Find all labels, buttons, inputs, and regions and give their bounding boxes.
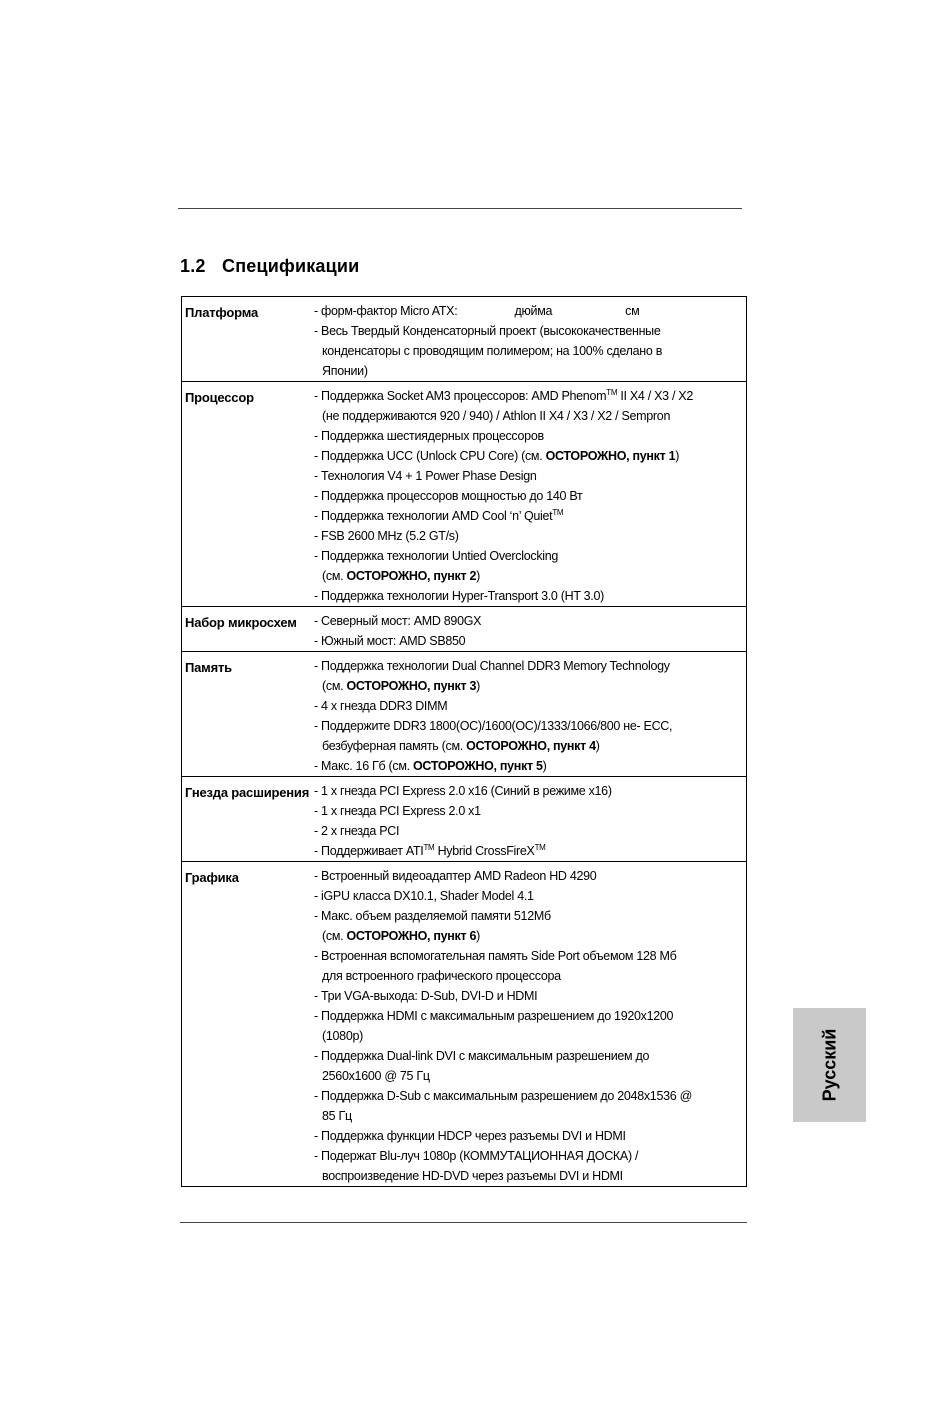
spec-text: - Поддержка HDMI с максимальным разрешением до 1920x1200	[314, 1009, 674, 1023]
spec-line	[314, 611, 740, 631]
spec-row	[182, 861, 746, 1186]
spec-line	[314, 1146, 740, 1166]
spec-text: - Весь Твердый Конденсаторный проект (высококачественные	[314, 324, 661, 338]
spec-text-tail: )	[476, 569, 480, 583]
spec-line	[314, 486, 740, 506]
spec-line	[314, 821, 740, 841]
spec-line	[314, 1166, 740, 1186]
spec-text: безбуферная память (см.	[322, 739, 467, 753]
spec-text-tail: )	[675, 449, 680, 463]
caution-reference: ОСТОРОЖНО, пункт 2	[346, 569, 477, 583]
spec-label: Память	[185, 660, 232, 675]
spec-line	[314, 386, 740, 406]
spec-line	[314, 321, 740, 341]
spec-line	[314, 546, 740, 566]
spec-text: - Поддержка технологии Untied Overclocking	[314, 549, 559, 563]
spec-line	[314, 736, 740, 756]
spec-text: - 2 x гнезда PCI	[314, 824, 400, 838]
trademark-mark: TM	[606, 387, 618, 397]
spec-line	[314, 986, 740, 1006]
spec-text-tail: )	[476, 679, 480, 693]
spec-line	[314, 341, 740, 361]
spec-line	[314, 446, 740, 466]
spec-line	[314, 586, 740, 606]
spec-row	[182, 606, 746, 651]
caution-reference: ОСТОРОЖНО, пункт 3	[346, 679, 477, 693]
spec-line	[314, 406, 740, 426]
spec-values	[314, 607, 746, 651]
spec-text: - iGPU класса DX10.1, Shader Model 4.1	[314, 889, 534, 903]
spec-row	[182, 776, 746, 861]
spec-line	[314, 926, 740, 946]
spec-line	[314, 566, 740, 586]
spec-text: - 1 x гнезда PCI Express 2.0 x16 (Синий в режиме x16)	[314, 784, 612, 798]
spec-line	[314, 696, 740, 716]
spec-text-tail: )	[476, 929, 480, 943]
spec-text: (см.	[322, 929, 347, 943]
caution-reference: ОСТОРОЖНО, пункт 1	[545, 449, 676, 463]
trademark-mark: TM	[423, 842, 435, 852]
spec-text: - Южный мост: AMD SB850	[314, 634, 466, 648]
spec-text: (см.	[322, 569, 347, 583]
spec-text: воспроизведение HD-DVD через разъемы DVI и HDMI	[322, 1169, 623, 1183]
spec-line	[314, 781, 740, 801]
spec-text-tail: )	[595, 739, 600, 753]
spec-line	[314, 1126, 740, 1146]
spec-line	[314, 801, 740, 821]
spec-row	[182, 381, 746, 606]
spec-label: Процессор	[185, 390, 254, 405]
spec-text: - Поддержка технологии AMD Cool ‘n’ Quiet	[314, 509, 553, 523]
spec-text: - Подержат Blu-луч 1080p (КОММУТАЦИОННАЯ ДОСКА) /	[314, 1149, 639, 1163]
spec-values	[314, 297, 746, 381]
spec-label: Гнезда расширения	[185, 785, 310, 800]
spec-line	[314, 866, 740, 886]
spec-line	[314, 506, 740, 526]
spec-text: - Макс. 16 Гб (см.	[314, 759, 413, 773]
spec-text: - Поддержка D-Sub с максимальным разрешением до 2048x1536 @	[314, 1089, 692, 1103]
section-title: Спецификации	[222, 256, 360, 276]
spec-text: (не поддерживаются 920 / 940) / Athlon II X4 / X3 / X2 / Sempron	[322, 409, 671, 423]
spec-text: (см.	[322, 679, 347, 693]
spec-line	[314, 301, 740, 321]
spec-values	[314, 382, 746, 606]
section-heading	[180, 256, 359, 277]
spec-line	[314, 1086, 740, 1106]
spec-line	[314, 966, 740, 986]
spec-line	[314, 716, 740, 736]
spec-text: для встроенного графического процессора	[322, 969, 561, 983]
language-tab	[793, 1008, 866, 1122]
spec-text: конденсаторы с проводящим полимером; на 100% сделано в	[322, 344, 663, 358]
spec-line	[314, 361, 740, 381]
spec-text: - Три VGA-выхода: D-Sub, DVI-D и HDMI	[314, 989, 538, 1003]
caution-reference: ОСТОРОЖНО, пункт 4	[466, 739, 596, 753]
spec-text: - Поддержка UCC (Unlock CPU Core) (см.	[314, 449, 546, 463]
language-tab-label: Русский	[819, 1028, 839, 1102]
spec-line	[314, 1026, 740, 1046]
section-number: 1.2	[180, 256, 206, 276]
spec-row	[182, 651, 746, 776]
spec-line	[314, 886, 740, 906]
spec-values	[314, 862, 746, 1186]
spec-text: (1080p)	[322, 1029, 363, 1043]
spec-values	[314, 652, 746, 776]
spec-label: Набор микросхем	[185, 615, 297, 630]
caution-reference: ОСТОРОЖНО, пункт 6	[346, 929, 477, 943]
spec-text: - Поддержка технологии Dual Channel DDR3 Memory Technology	[314, 659, 670, 673]
spec-text-tail: )	[542, 759, 547, 773]
spec-line	[314, 1006, 740, 1026]
spec-text-tail: Hybrid CrossFireX	[434, 844, 535, 858]
spec-line	[314, 656, 740, 676]
trademark-mark: TM	[534, 842, 546, 852]
spec-text: - Поддержите DDR3 1800(OC)/1600(OC)/1333/1066/800 не- ECC,	[314, 719, 673, 733]
header-rule	[178, 208, 742, 209]
spec-line	[314, 1066, 740, 1086]
spec-text: Японии)	[322, 364, 368, 378]
caution-reference: ОСТОРОЖНО, пункт 5	[412, 759, 543, 773]
spec-label: Графика	[185, 870, 239, 885]
spec-text: - 1 x гнезда PCI Express 2.0 x1	[314, 804, 481, 818]
spec-text: - Поддержка функции HDCP через разъемы DVI и HDMI	[314, 1129, 626, 1143]
trademark-mark: TM	[552, 507, 564, 517]
spec-line	[314, 631, 740, 651]
spec-text: - Поддерживает ATI	[314, 844, 424, 858]
spec-line	[314, 676, 740, 696]
spec-text: - форм-фактор Micro ATX: дюйма см	[314, 304, 640, 318]
spec-text: 85 Гц	[322, 1109, 352, 1123]
spec-row	[182, 297, 746, 381]
spec-text: - Встроенная вспомогательная память Side Port объемом 128 Мб	[314, 949, 677, 963]
spec-text: - Технология V4 + 1 Power Phase Design	[314, 469, 537, 483]
spec-line	[314, 946, 740, 966]
spec-line	[314, 906, 740, 926]
spec-text-tail: II X4 / X3 / X2	[617, 389, 693, 403]
spec-values	[314, 777, 746, 861]
spec-text: - Поддержка Dual-link DVI с максимальным разрешением до	[314, 1049, 650, 1063]
spec-text: - Поддержка Socket AM3 процессоров: AMD Phenom	[314, 389, 607, 403]
spec-line	[314, 1046, 740, 1066]
spec-text: - Встроенный видеоадаптер AMD Radeon HD 4290	[314, 869, 597, 883]
specifications-table	[181, 296, 747, 1187]
spec-text: - Поддержка процессоров мощностью до 140 Вт	[314, 489, 583, 503]
spec-line	[314, 756, 740, 776]
spec-line	[314, 841, 740, 861]
spec-text: - FSB 2600 MHz (5.2 GT/s)	[314, 529, 459, 543]
spec-line	[314, 466, 740, 486]
spec-text: - Северный мост: AMD 890GX	[314, 614, 482, 628]
spec-text: - Поддержка технологии Hyper-Transport 3.0 (HT 3.0)	[314, 589, 604, 603]
spec-line	[314, 426, 740, 446]
spec-line	[314, 526, 740, 546]
spec-line	[314, 1106, 740, 1126]
footer-rule	[180, 1222, 747, 1223]
spec-label: Платформа	[185, 305, 258, 320]
spec-text: - Макс. объем разделяемой памяти 512Мб	[314, 909, 551, 923]
spec-text: 2560x1600 @ 75 Гц	[322, 1069, 430, 1083]
spec-text: - Поддержка шестиядерных процессоров	[314, 429, 544, 443]
spec-text: - 4 x гнезда DDR3 DIMM	[314, 699, 448, 713]
